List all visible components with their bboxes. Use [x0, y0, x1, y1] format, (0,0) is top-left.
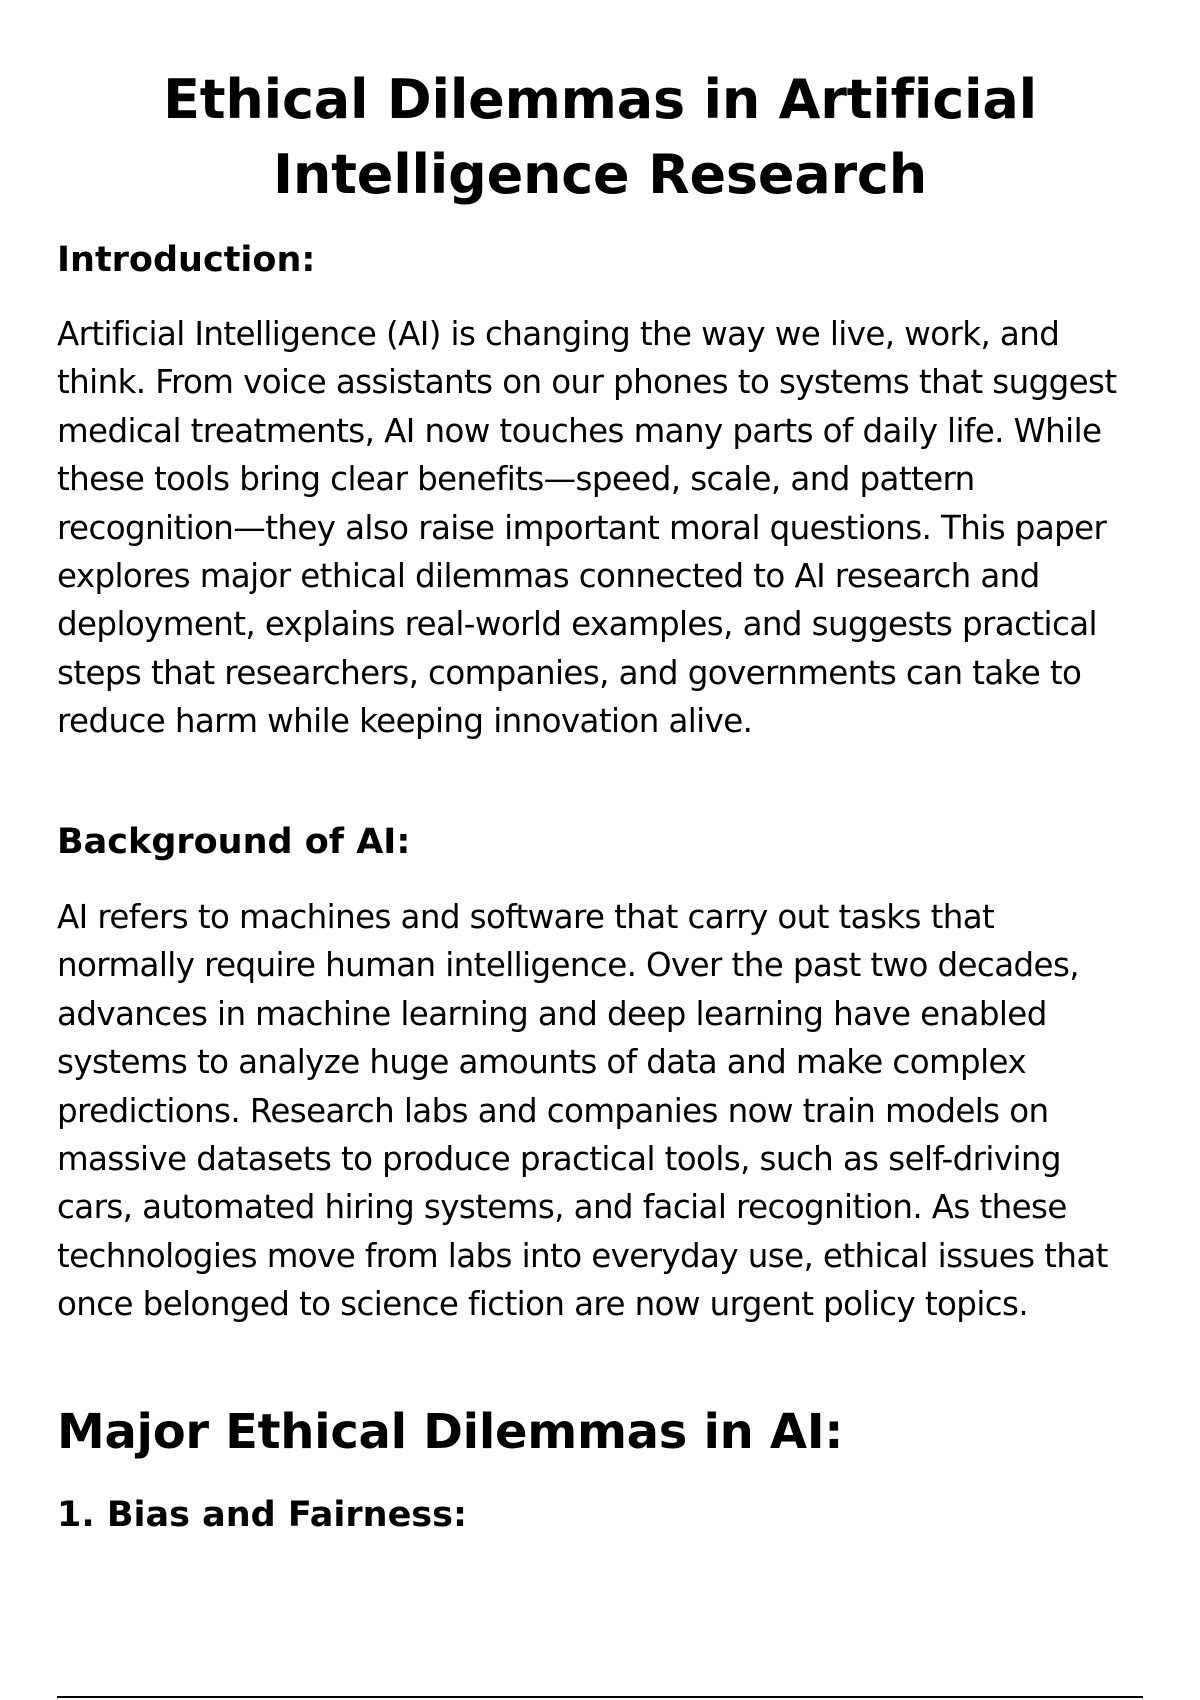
- footer-divider: [57, 1696, 1143, 1698]
- section-body-background: AI refers to machines and software that carry out tasks that normally require human intelligence. Over the past two decades, advances in machine learning and deep learning have enabled systems to analyze huge amounts of data and make complex predictions. Research labs and companies now train models on massive datasets to produce practical tools, such as self-driving cars, automated hiring systems, and facial recognition. As these technologies move from labs into everyday use, ethical issues that once belonged to science fiction are now urgent policy topics.: [57, 898, 1108, 1324]
- section-body-introduction: Artificial Intelligence (AI) is changing the way we live, work, and think. From voice assistants on our phones to systems that suggest medical treatments, AI now touches many parts of daily life. While these tools bring clear benefits—speed, scale, and pattern recognition—they also raise important moral questions. This paper explores major ethical dilemmas connected to AI research and deployment, explains real-world examples, and suggests practical steps that researchers, companies, and governments can take to reduce harm while keeping innovation alive.: [57, 315, 1117, 741]
- section-heading-introduction: Introduction:: [57, 240, 316, 280]
- major-heading-ethical-dilemmas: Major Ethical Dilemmas in AI:: [57, 1404, 844, 1460]
- document-title: Ethical Dilemmas in Artificial Intelligence Research: [163, 68, 1037, 206]
- section-heading-background: Background of AI:: [57, 822, 411, 862]
- subsection-heading-bias-fairness: 1. Bias and Fairness:: [57, 1495, 467, 1535]
